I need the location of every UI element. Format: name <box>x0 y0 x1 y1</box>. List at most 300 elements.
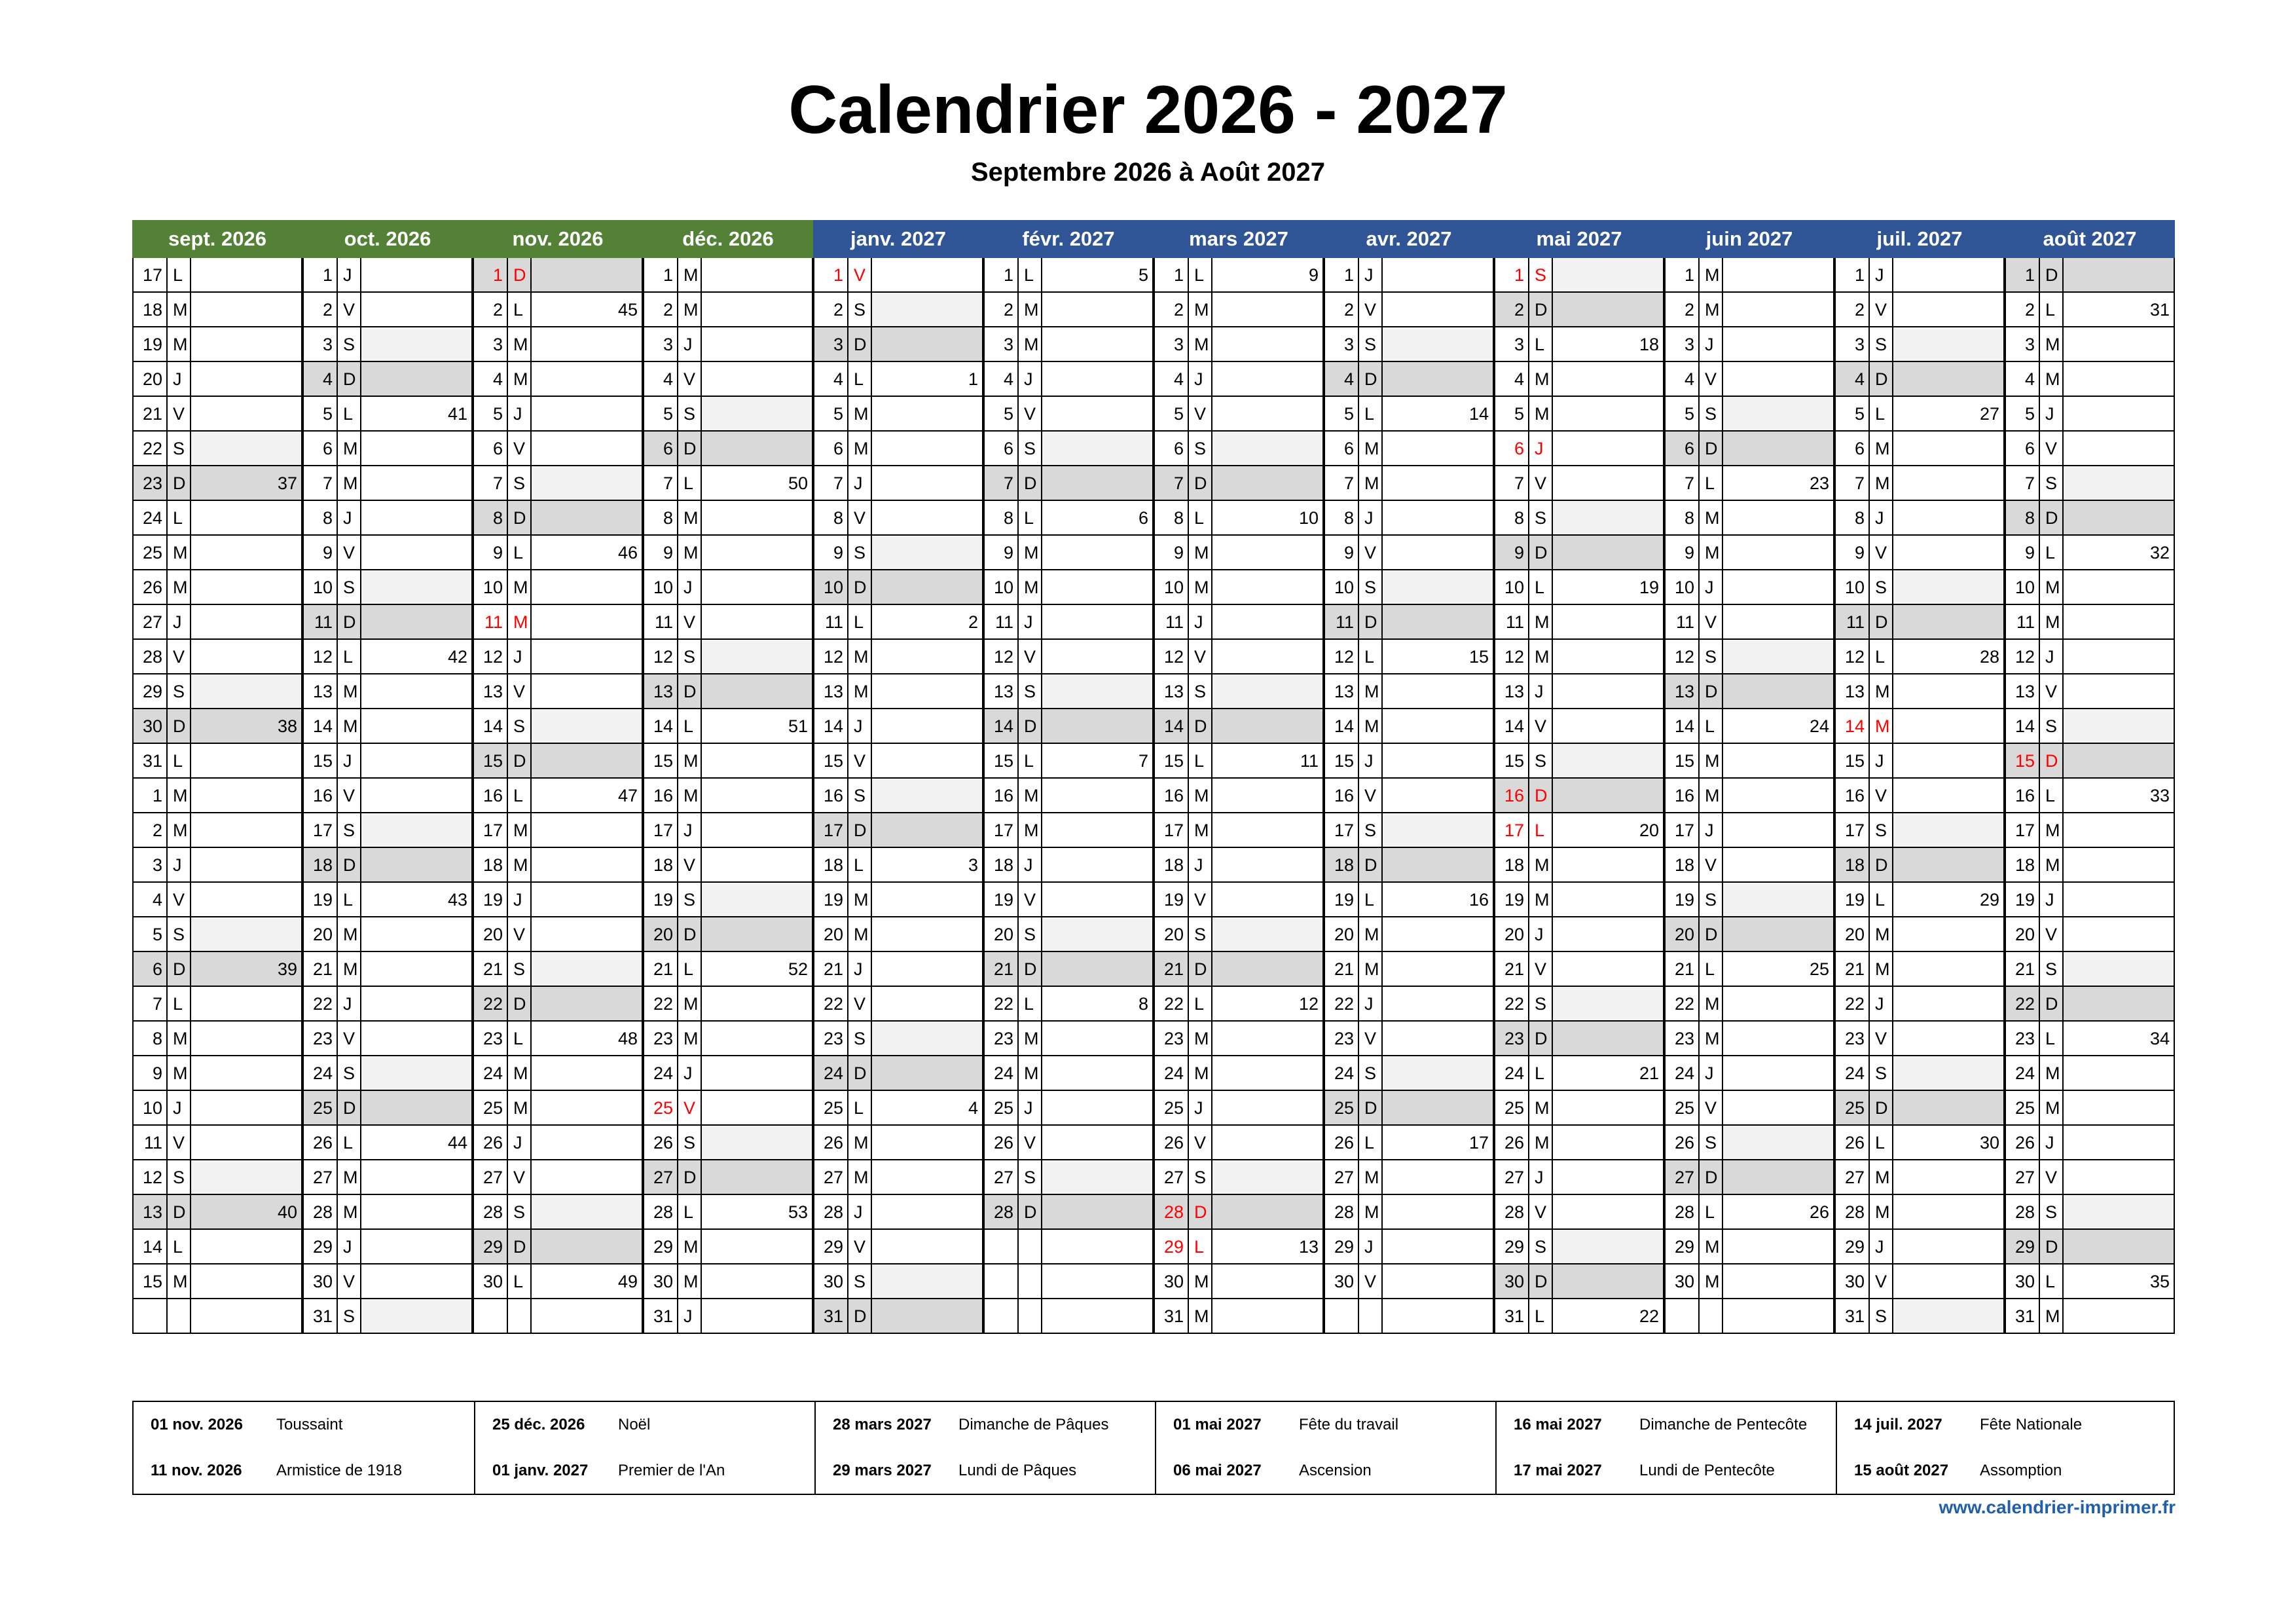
day-number: 29 <box>1154 1230 1189 1264</box>
day-row <box>302 1056 473 1091</box>
day-number: 10 <box>1494 570 1529 605</box>
day-number: 20 <box>1834 917 1870 952</box>
weekday-letter: L <box>1359 1126 1383 1160</box>
weekday-letter: D <box>338 605 361 640</box>
weekday-letter: V <box>1019 640 1042 674</box>
week-number <box>872 709 983 744</box>
day-number: 17 <box>1494 813 1529 848</box>
weekday-letter: V <box>508 917 532 952</box>
weekday-letter: M <box>1189 1299 1212 1334</box>
site-link[interactable]: www.calendrier-imprimer.fr <box>1939 1497 2176 1517</box>
day-row <box>643 397 813 432</box>
weekday-letter: D <box>508 258 532 293</box>
day-number: 10 <box>1664 570 1700 605</box>
day-number: 4 <box>473 362 508 397</box>
day-number: 26 <box>1664 1126 1700 1160</box>
week-number <box>702 1299 813 1334</box>
day-number: 23 <box>132 466 168 501</box>
day-row <box>1664 1091 1834 1126</box>
weekday-letter: D <box>678 917 702 952</box>
weekday-letter: M <box>1019 779 1042 813</box>
day-row <box>983 848 1154 883</box>
day-number: 28 <box>473 1195 508 1230</box>
weekday-letter: J <box>338 1230 361 1264</box>
day-number: 2 <box>643 293 678 327</box>
weekday-letter: M <box>848 640 872 674</box>
day-row <box>1494 709 1664 744</box>
week-number <box>872 1126 983 1160</box>
week-number <box>1893 605 2005 640</box>
week-number <box>1723 362 1834 397</box>
day-row <box>1154 1056 1324 1091</box>
day-number: 28 <box>1664 1195 1700 1230</box>
day-row <box>1324 813 1494 848</box>
day-row <box>302 1230 473 1264</box>
week-number: 38 <box>191 709 302 744</box>
week-number <box>1893 570 2005 605</box>
weekday-letter: J <box>1700 327 1723 362</box>
weekday-letter: M <box>1870 466 1893 501</box>
day-number: 2 <box>1834 293 1870 327</box>
week-number <box>1042 1160 1154 1195</box>
day-row <box>2005 466 2175 501</box>
day-number: 26 <box>813 1126 848 1160</box>
week-number <box>532 640 643 674</box>
day-row <box>813 432 983 466</box>
day-row <box>473 327 643 362</box>
day-number: 26 <box>1494 1126 1529 1160</box>
day-number: 23 <box>2005 1022 2040 1056</box>
weekday-letter: D <box>1870 1091 1893 1126</box>
day-number: 18 <box>1494 848 1529 883</box>
weekday-letter: M <box>678 987 702 1022</box>
week-number <box>532 848 643 883</box>
weekday-letter: M <box>848 674 872 709</box>
weekday-letter: S <box>508 709 532 744</box>
day-number: 8 <box>813 501 848 536</box>
day-number: 1 <box>1154 258 1189 293</box>
day-row <box>983 744 1154 779</box>
day-number: 23 <box>1324 1022 1359 1056</box>
weekday-letter: M <box>848 397 872 432</box>
holiday-date: 11 nov. 2026 <box>151 1462 242 1479</box>
day-row <box>1834 1299 2005 1334</box>
day-row <box>983 987 1154 1022</box>
day-number: 11 <box>1834 605 1870 640</box>
week-number <box>1042 1195 1154 1230</box>
day-number: 16 <box>302 779 338 813</box>
day-row <box>473 744 643 779</box>
weekday-letter: M <box>2040 605 2064 640</box>
week-number: 18 <box>1553 327 1664 362</box>
day-row <box>1154 605 1324 640</box>
day-row <box>302 709 473 744</box>
day-row <box>643 1056 813 1091</box>
day-number: 18 <box>1154 848 1189 883</box>
day-number: 23 <box>1494 1022 1529 1056</box>
month-column <box>132 220 302 1369</box>
day-row <box>132 501 302 536</box>
day-number: 18 <box>1324 848 1359 883</box>
weekday-letter: D <box>338 848 361 883</box>
week-number <box>1723 640 1834 674</box>
day-row <box>1834 362 2005 397</box>
holiday-column <box>1836 1402 2178 1494</box>
day-row <box>132 987 302 1022</box>
week-number: 22 <box>1553 1299 1664 1334</box>
week-number <box>1553 779 1664 813</box>
weekday-letter: M <box>1359 466 1383 501</box>
week-number <box>191 605 302 640</box>
day-row <box>1834 432 2005 466</box>
day-row <box>1494 1195 1664 1230</box>
day-number: 29 <box>132 674 168 709</box>
week-number <box>1212 1160 1324 1195</box>
week-number <box>1042 466 1154 501</box>
weekday-letter: D <box>1700 432 1723 466</box>
week-number <box>872 779 983 813</box>
day-row <box>983 640 1154 674</box>
weekday-letter: S <box>1529 987 1553 1022</box>
day-row <box>1834 1160 2005 1195</box>
holiday-date: 15 août 2027 <box>1854 1462 1949 1479</box>
day-number: 15 <box>983 744 1019 779</box>
day-number: 27 <box>1664 1160 1700 1195</box>
weekday-letter: V <box>338 1264 361 1299</box>
day-number: 14 <box>983 709 1019 744</box>
day-number: 29 <box>813 1230 848 1264</box>
day-number: 19 <box>302 883 338 917</box>
week-number <box>872 293 983 327</box>
day-row <box>1154 674 1324 709</box>
day-number: 6 <box>2005 432 2040 466</box>
weekday-letter: L <box>2040 1022 2064 1056</box>
day-row <box>643 744 813 779</box>
week-number <box>1042 432 1154 466</box>
weekday-letter: J <box>1700 1056 1723 1091</box>
day-number: 25 <box>302 1091 338 1126</box>
weekday-letter: J <box>338 501 361 536</box>
weekday-letter: D <box>1870 848 1893 883</box>
weekday-letter: M <box>338 917 361 952</box>
weekday-letter: M <box>168 779 191 813</box>
day-row <box>1494 987 1664 1022</box>
week-number <box>2064 397 2175 432</box>
weekday-letter: V <box>338 293 361 327</box>
weekday-letter: S <box>1189 674 1212 709</box>
day-row <box>1494 1126 1664 1160</box>
week-number <box>872 1299 983 1334</box>
day-number: 4 <box>1494 362 1529 397</box>
day-row <box>1324 1264 1494 1299</box>
day-number: 20 <box>2005 917 2040 952</box>
day-number: 19 <box>473 883 508 917</box>
weekday-letter: D <box>1189 1195 1212 1230</box>
day-row <box>302 779 473 813</box>
day-number: 19 <box>983 883 1019 917</box>
weekday-letter: V <box>1870 293 1893 327</box>
day-number: 13 <box>302 674 338 709</box>
day-row <box>1494 1022 1664 1056</box>
day-row <box>1324 1230 1494 1264</box>
day-number: 24 <box>473 1056 508 1091</box>
weekday-letter: V <box>678 362 702 397</box>
holiday-column <box>474 1402 816 1494</box>
day-number: 31 <box>2005 1299 2040 1334</box>
week-number <box>1553 952 1664 987</box>
weekday-letter: M <box>1019 536 1042 570</box>
day-number: 11 <box>1324 605 1359 640</box>
day-row <box>1154 1022 1324 1056</box>
day-number: 6 <box>1494 432 1529 466</box>
weekday-letter: S <box>848 293 872 327</box>
day-row <box>813 1022 983 1056</box>
day-number: 25 <box>132 536 168 570</box>
weekday-letter: V <box>678 848 702 883</box>
weekday-letter <box>1019 1230 1042 1264</box>
week-number <box>1723 1264 1834 1299</box>
day-row <box>1324 432 1494 466</box>
weekday-letter: S <box>338 813 361 848</box>
day-number: 24 <box>1154 1056 1189 1091</box>
day-number: 20 <box>1494 917 1529 952</box>
week-number <box>1042 709 1154 744</box>
day-number: 10 <box>2005 570 2040 605</box>
week-number <box>191 744 302 779</box>
weekday-letter: D <box>1359 605 1383 640</box>
week-number <box>1723 1299 1834 1334</box>
weekday-letter: M <box>1529 883 1553 917</box>
weekday-letter: J <box>168 1091 191 1126</box>
day-row <box>1834 397 2005 432</box>
day-number: 25 <box>473 1091 508 1126</box>
day-row <box>813 570 983 605</box>
day-number: 5 <box>813 397 848 432</box>
weekday-letter: D <box>848 813 872 848</box>
week-number: 51 <box>702 709 813 744</box>
day-number: 2 <box>2005 293 2040 327</box>
calendar-grid <box>132 220 2175 1369</box>
week-number <box>1212 883 1324 917</box>
day-row <box>132 779 302 813</box>
weekday-letter: L <box>1019 744 1042 779</box>
weekday-letter: J <box>678 1056 702 1091</box>
day-row <box>473 397 643 432</box>
day-number: 3 <box>1834 327 1870 362</box>
day-number: 13 <box>2005 674 2040 709</box>
day-row <box>813 813 983 848</box>
day-row <box>132 709 302 744</box>
weekday-letter: M <box>508 813 532 848</box>
day-number: 7 <box>813 466 848 501</box>
weekday-letter: V <box>1189 397 1212 432</box>
week-number <box>1383 1022 1494 1056</box>
day-number: 10 <box>1324 570 1359 605</box>
day-number: 26 <box>302 1126 338 1160</box>
day-number: 5 <box>132 917 168 952</box>
weekday-letter: D <box>1359 1091 1383 1126</box>
week-number: 53 <box>702 1195 813 1230</box>
weekday-letter: L <box>1189 1230 1212 1264</box>
day-row <box>1324 883 1494 917</box>
weekday-letter: L <box>338 1126 361 1160</box>
day-row <box>473 501 643 536</box>
week-number <box>361 674 473 709</box>
day-number: 11 <box>1664 605 1700 640</box>
holiday-item <box>816 1402 1156 1448</box>
day-row <box>1494 258 1664 293</box>
day-row <box>1154 432 1324 466</box>
holiday-item <box>1837 1402 2178 1448</box>
weekday-letter <box>508 1299 532 1334</box>
day-row <box>813 744 983 779</box>
weekday-letter: J <box>1529 674 1553 709</box>
holiday-item <box>475 1402 816 1448</box>
weekday-letter: S <box>1359 1056 1383 1091</box>
month-header: mars 2027 <box>1154 220 1324 258</box>
day-number: 22 <box>813 987 848 1022</box>
holiday-name: Lundi de Pentecôte <box>1639 1462 1775 1479</box>
weekday-letter: M <box>508 605 532 640</box>
day-row <box>1154 917 1324 952</box>
day-number: 9 <box>473 536 508 570</box>
day-number: 24 <box>983 1056 1019 1091</box>
weekday-letter: D <box>1529 293 1553 327</box>
day-number: 19 <box>813 883 848 917</box>
weekday-letter: L <box>2040 1264 2064 1299</box>
day-number: 21 <box>1664 952 1700 987</box>
day-number: 7 <box>132 987 168 1022</box>
weekday-letter: D <box>2040 1230 2064 1264</box>
week-number <box>1553 848 1664 883</box>
week-number <box>191 293 302 327</box>
week-number: 26 <box>1723 1195 1834 1230</box>
month-header: mai 2027 <box>1494 220 1664 258</box>
day-row <box>302 362 473 397</box>
weekday-letter: M <box>1870 432 1893 466</box>
day-number: 12 <box>1834 640 1870 674</box>
week-number <box>1383 952 1494 987</box>
weekday-letter: D <box>848 570 872 605</box>
day-row <box>302 1195 473 1230</box>
day-number: 31 <box>643 1299 678 1334</box>
weekday-letter: D <box>1189 952 1212 987</box>
weekday-letter: M <box>508 1056 532 1091</box>
day-number: 24 <box>813 1056 848 1091</box>
day-row <box>643 883 813 917</box>
week-number <box>1723 1126 1834 1160</box>
week-number <box>532 917 643 952</box>
weekday-letter: D <box>1529 1022 1553 1056</box>
week-number <box>1042 640 1154 674</box>
weekday-letter: V <box>508 1160 532 1195</box>
holiday-name: Assomption <box>1980 1462 2062 1479</box>
day-number: 2 <box>1154 293 1189 327</box>
day-row <box>2005 397 2175 432</box>
week-number <box>2064 1195 2175 1230</box>
weekday-letter: M <box>1700 501 1723 536</box>
weekday-letter: M <box>1359 674 1383 709</box>
week-number: 4 <box>872 1091 983 1126</box>
week-number <box>1383 362 1494 397</box>
week-number <box>872 1056 983 1091</box>
day-number: 19 <box>1494 883 1529 917</box>
weekday-letter: J <box>1700 813 1723 848</box>
day-row <box>1154 1195 1324 1230</box>
weekday-letter: M <box>338 709 361 744</box>
day-number: 5 <box>1834 397 1870 432</box>
week-number <box>361 813 473 848</box>
day-number: 30 <box>302 1264 338 1299</box>
day-number: 9 <box>643 536 678 570</box>
day-row <box>1324 917 1494 952</box>
weekday-letter: J <box>1359 258 1383 293</box>
weekday-letter: S <box>338 1056 361 1091</box>
weekday-letter: L <box>338 640 361 674</box>
day-row <box>1664 883 1834 917</box>
day-row <box>132 432 302 466</box>
weekday-letter: V <box>2040 674 2064 709</box>
day-number: 27 <box>302 1160 338 1195</box>
day-number: 11 <box>1154 605 1189 640</box>
weekday-letter: M <box>848 432 872 466</box>
week-number <box>1893 813 2005 848</box>
day-row <box>1834 987 2005 1022</box>
weekday-letter: M <box>678 779 702 813</box>
day-number: 5 <box>983 397 1019 432</box>
weekday-letter: J <box>1870 258 1893 293</box>
day-number: 29 <box>302 1230 338 1264</box>
day-row <box>1834 570 2005 605</box>
holiday-column <box>134 1402 474 1494</box>
week-number <box>702 1264 813 1299</box>
weekday-letter: J <box>1359 1230 1383 1264</box>
day-number: 2 <box>1664 293 1700 327</box>
day-number: 6 <box>813 432 848 466</box>
weekday-letter: S <box>1019 1160 1042 1195</box>
week-number: 2 <box>872 605 983 640</box>
weekday-letter: S <box>1529 744 1553 779</box>
day-number: 5 <box>1494 397 1529 432</box>
weekday-letter: M <box>2040 1091 2064 1126</box>
month-column <box>1834 220 2005 1369</box>
day-row <box>983 1299 1154 1334</box>
weekday-letter: J <box>508 397 532 432</box>
weekday-letter: J <box>848 1195 872 1230</box>
day-row <box>132 883 302 917</box>
weekday-letter: J <box>168 848 191 883</box>
weekday-letter: J <box>1870 501 1893 536</box>
week-number <box>1893 1160 2005 1195</box>
day-row <box>1494 397 1664 432</box>
weekday-letter: M <box>1019 570 1042 605</box>
day-number: 22 <box>643 987 678 1022</box>
day-number: 3 <box>1494 327 1529 362</box>
weekday-letter: L <box>678 709 702 744</box>
week-number <box>1383 987 1494 1022</box>
week-number <box>1553 674 1664 709</box>
week-number <box>1723 883 1834 917</box>
day-number: 14 <box>1154 709 1189 744</box>
week-number <box>702 674 813 709</box>
day-number: 10 <box>983 570 1019 605</box>
day-number: 28 <box>132 640 168 674</box>
day-number: 24 <box>643 1056 678 1091</box>
day-row <box>473 1195 643 1230</box>
day-number: 21 <box>473 952 508 987</box>
day-row <box>132 258 302 293</box>
week-number <box>1553 987 1664 1022</box>
